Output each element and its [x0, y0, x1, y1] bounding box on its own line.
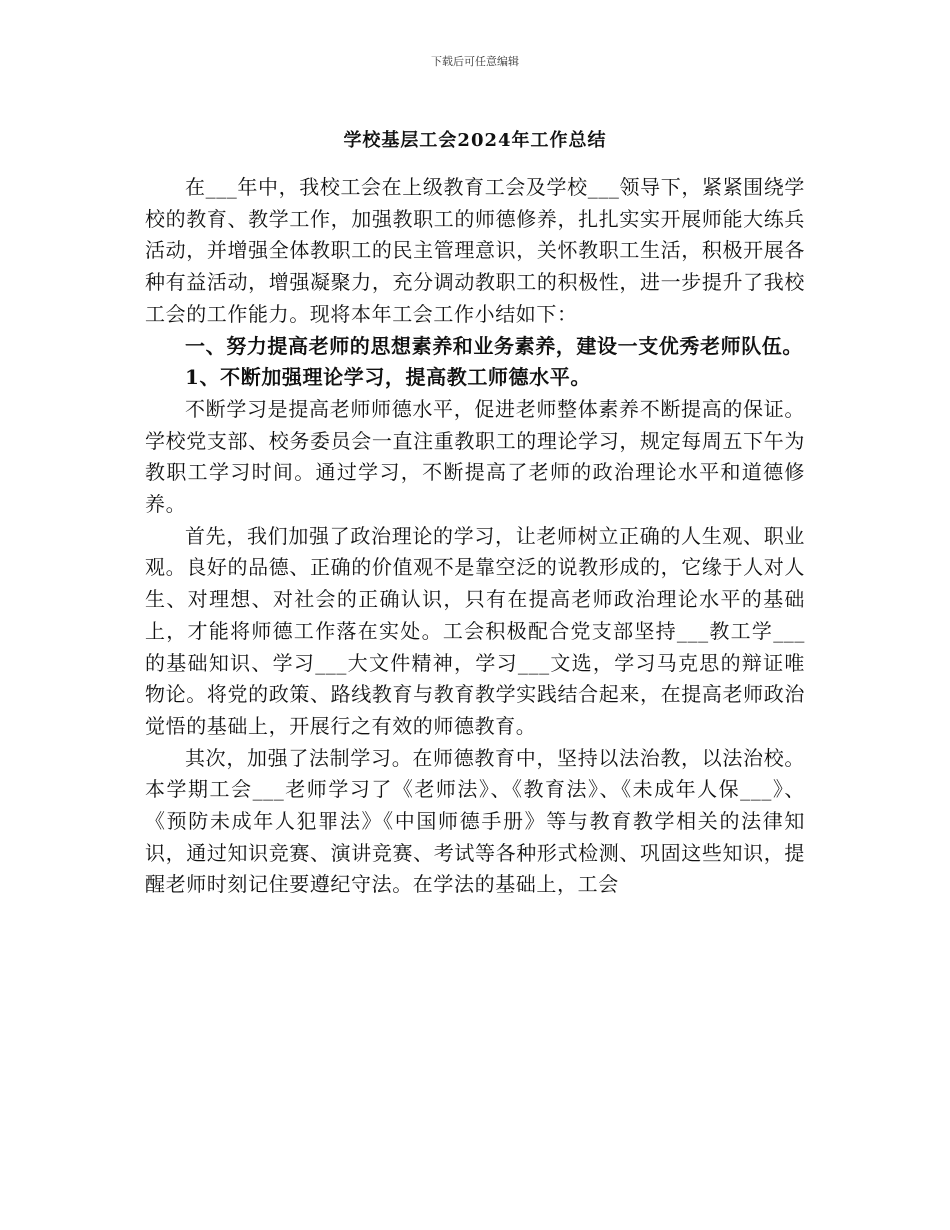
- subsection-heading-1: 1、不断加强理论学习，提高教工师德水平。: [185, 365, 591, 390]
- section-heading-1: 一、努力提高老师的思想素养和业务素养，建设一支优秀老师队伍。: [185, 333, 803, 358]
- paragraph-learning: 不断学习是提高老师师德水平，促进老师整体素养不断提高的保证。学校党支部、校务委员会一直注重教职工的理论学习，规定每周五下午为教职工学习时间。通过学习，不断提高了老师的政治理论水平和道德修养。: [145, 396, 805, 517]
- paragraph-legal-study: 其次，加强了法制学习。在师德教育中，坚持以法治教，以法治校。本学期工会___老师学习了《老师法》、《教育法》、《未成年人保___》、《预防未成年人犯罪法》《中国师德手册》等与教育教学相关的法律知识，通过知识竞赛、演讲竞赛、考试等各种形式检测、巩固这些知识，提醒老师时刻记住要遵纪守法。在学法的基础上，工会: [145, 745, 805, 897]
- paragraph-intro: 在___年中，我校工会在上级教育工会及学校___领导下，紧紧围绕学校的教育、教学工作，加强教职工的师德修养，扎扎实实开展师能大练兵活动，并增强全体教职工的民主管理意识，关怀教职工生活，积极开展各种有益活动，增强凝聚力，充分调动教职工的积极性，进一步提升了我校工会的工作能力。现将本年工会工作小结如下：: [145, 175, 805, 326]
- document-title: 学校基层工会2024年工作总结: [343, 130, 607, 151]
- document-body: [145, 172, 805, 901]
- paragraph-political-theory: 首先，我们加强了政治理论的学习，让老师树立正确的人生观、职业观。良好的品德、正确的价值观不是靠空泛的说教形成的，它缘于人对人生、对理想、对社会的正确认识，只有在提高老师政治理论水平的基础上，才能将师德工作落在实处。工会积极配合党支部坚持___教工学___的基础知识、学习___大文件精神，学习___文选，学习马克思的辩证唯物论。将党的政策、路线教育与教育教学实践结合起来，在提高老师政治觉悟的基础上，开展行之有效的师德教育。: [145, 523, 805, 738]
- header-note: 下载后可任意编辑: [431, 55, 519, 68]
